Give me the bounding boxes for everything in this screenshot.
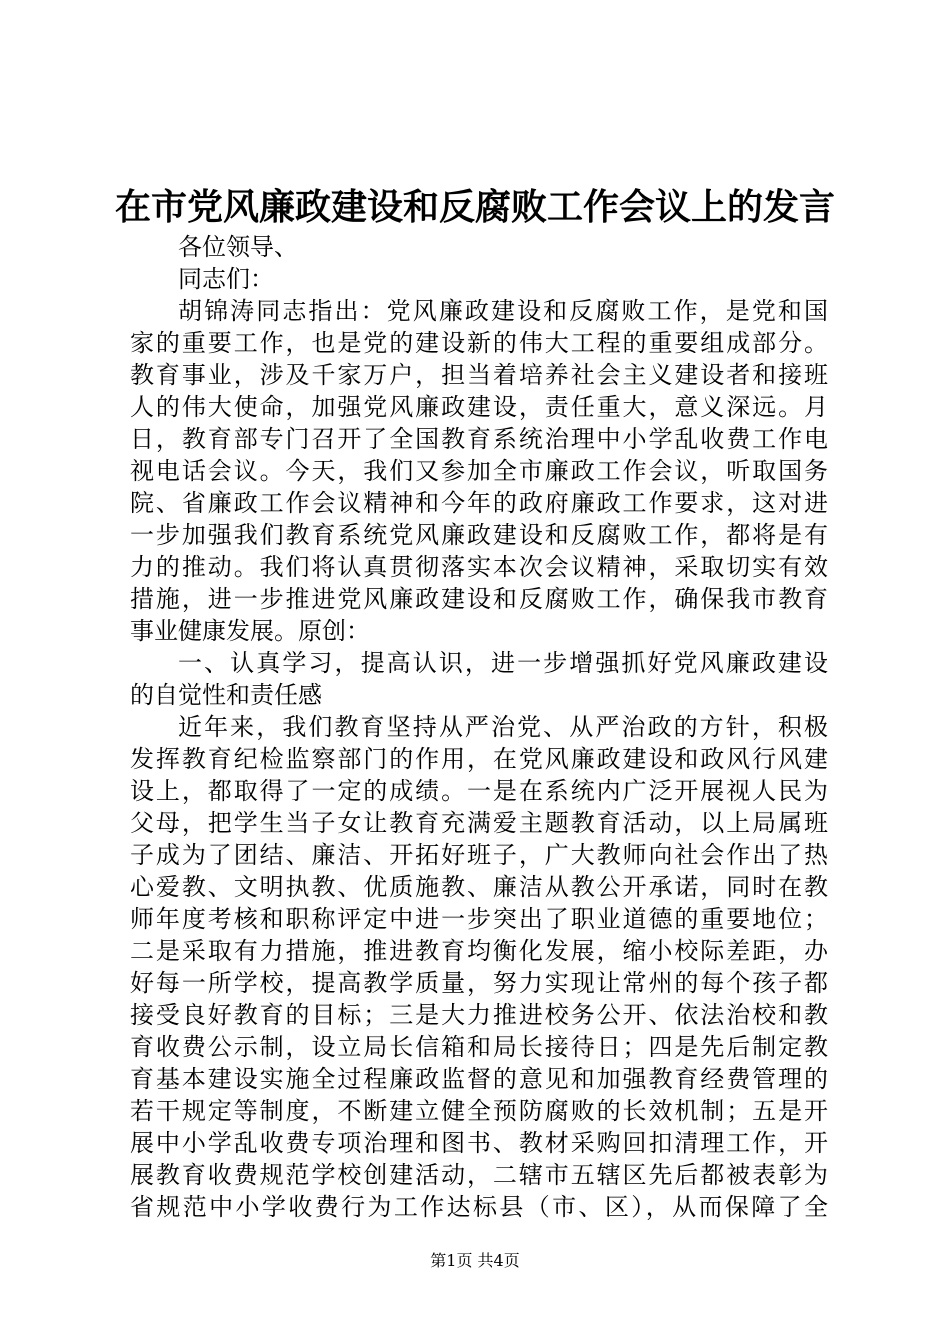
text-line: 一、认真学习，提高认识，进一步增强抓好党风廉政建设 [178,649,828,677]
text-line: 二是采取有力措施，推进教育均衡化发展，缩小校际差距，办 [130,937,828,965]
text-line: 展教育收费规范学校创建活动，二辖市五辖区先后都被表彰为 [130,1161,828,1189]
text-line: 胡锦涛同志指出：党风廉政建设和反腐败工作，是党和国 [178,297,828,325]
text-line: 一步加强我们教育系统党风廉政建设和反腐败工作，都将是有 [130,521,828,549]
text-line: 省规范中小学收费行为工作达标县（市、区），从而保障了全 [130,1193,828,1221]
text-line: 心爱教、文明执教、优质施教、廉洁从教公开承诺，同时在教 [130,873,828,901]
text-line: 育基本建设实施全过程廉政监督的意见和加强教育经费管理的 [130,1065,828,1093]
text-line: 展中小学乱收费专项治理和图书、教材采购回扣清理工作，开 [130,1129,828,1157]
text-line: 师年度考核和职称评定中进一步突出了职业道德的重要地位； [130,905,828,933]
text-line: 事业健康发展。原创： [130,617,370,645]
text-line: 父母，把学生当子女让教育充满爱主题教育活动，以上局属班 [130,809,828,837]
text-line: 各位领导、 [178,233,298,261]
text-line: 教育事业，涉及千家万户，担当着培养社会主义建设者和接班 [130,361,828,389]
page-footer: 第1页 共4页 [430,1251,520,1270]
text-line: 日，教育部专门召开了全国教育系统治理中小学乱收费工作电 [130,425,828,453]
text-line: 设上，都取得了一定的成绩。一是在系统内广泛开展视人民为 [130,777,828,805]
text-line: 若干规定等制度，不断建立健全预防腐败的长效机制；五是开 [130,1097,828,1125]
text-line: 好每一所学校，提高教学质量，努力实现让常州的每个孩子都 [130,969,828,997]
text-line: 的自觉性和责任感 [130,681,322,709]
text-line: 措施，进一步推进党风廉政建设和反腐败工作，确保我市教育 [130,585,828,613]
text-line: 视电话会议。今天，我们又参加全市廉政工作会议，听取国务 [130,457,828,485]
document-title: 在市党风廉政建设和反腐败工作会议上的发言 [114,187,835,228]
document-body [130,231,828,1223]
text-line: 近年来，我们教育坚持从严治党、从严治政的方针，积极 [178,713,828,741]
text-line: 发挥教育纪检监察部门的作用，在党风廉政建设和政风行风建 [130,745,828,773]
text-line: 育收费公示制，设立局长信箱和局长接待日；四是先后制定教 [130,1033,828,1061]
text-line: 家的重要工作，也是党的建设新的伟大工程的重要组成部分。 [130,329,828,357]
text-line: 接受良好教育的目标；三是大力推进校务公开、依法治校和教 [130,1001,828,1029]
text-line: 力的推动。我们将认真贯彻落实本次会议精神，采取切实有效 [130,553,828,581]
text-line: 子成为了团结、廉洁、开拓好班子，广大教师向社会作出了热 [130,841,828,869]
text-line: 院、省廉政工作会议精神和今年的政府廉政工作要求，这对进 [130,489,828,517]
text-line: 人的伟大使命，加强党风廉政建设，责任重大，意义深远。月 [130,393,828,421]
text-line: 同志们： [178,265,274,293]
